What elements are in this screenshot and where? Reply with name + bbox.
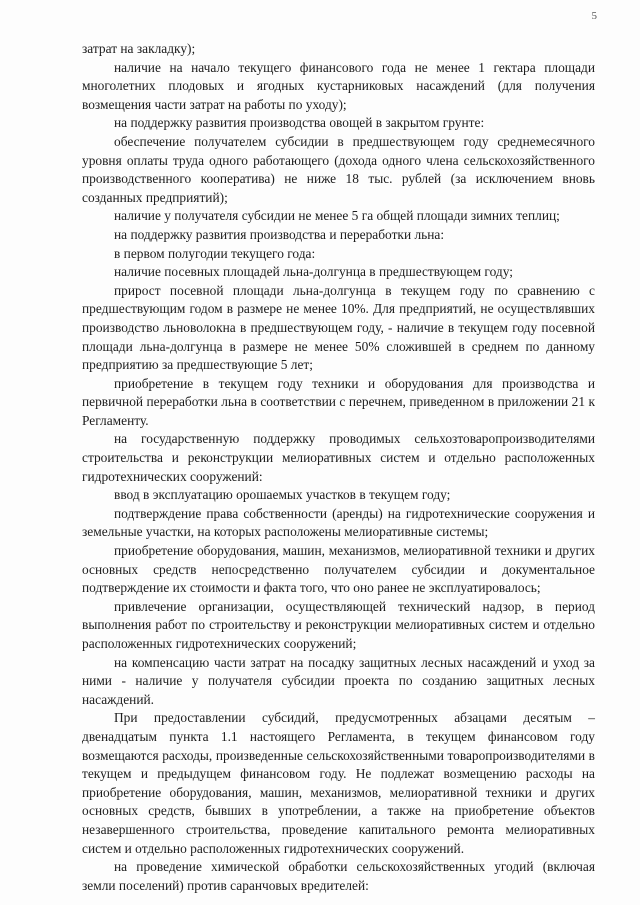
paragraph: на поддержку развития производства овощей в закрытом грунте: [114,115,485,131]
paragraph: приобретение оборудования, машин, механизмов, мелиоративной техники и других основных средств непосредственно получателем субсидии и документальное подтверждение их стоимости и факта того, что оно ранее не эксплуатировалось; [82,543,595,596]
paragraph: затрат на закладку); [82,41,196,56]
paragraph: наличие у получателя субсидии не менее 5 га общей площади зимних теплиц; [114,208,560,224]
paragraph: на проведение химической обработки сельскохозяйственных угодий (включая земли поселений) против саранчовых вредителей: [82,859,595,893]
paragraph: на государственную поддержку проводимых сельхозтоваропроизводителями строительства и реконструкции мелиоративных систем и отдельно расположенных гидротехнических сооружений: [82,431,595,484]
paragraph: приобретение в текущем году техники и оборудования для производства и первичной переработки льна в соответствии с перечнем, приведенном в приложении 21 к Регламенту. [82,375,595,428]
paragraph: в первом полугодии текущего года: [114,245,316,261]
page-number: 5 [591,10,597,22]
paragraph: наличие посевных площадей льна-долгунца в предшествующем году; [114,264,513,280]
paragraph: При предоставлении субсидий, предусмотренных абзацами десятым – двенадцатым пункта 1.1 настоящего Регламента, в текущем финансовом году возмещаются расходы, произведенные сельскохозяйственными товаропроизводителями в текущем и предыдущем финансовом году. Не подлежат возмещению расходы на приобретение оборудования, машин, механизмов, мелиоративной техники и других основных средств, бывших в употреблении, а также на приобретение объектов незавершенного строительства, проведение капитального ремонта мелиоративных систем и отдельно расположенных гидротехнических сооружений. [82,710,595,856]
paragraph: обеспечение получателем субсидии в предшествующем году среднемесячного уровня оплаты труда одного работающего (дохода одного члена сельскохозяйственного производственного кооператива) не ниже 18 тыс. рублей (за исключением вновь созданных предприятий); [82,133,595,205]
document-body [82,40,595,895]
paragraph: наличие на начало текущего финансового года не менее 1 гектара площади многолетних плодовых и ягодных кустарниковых насаждений (для получения возмещения части затрат на работы по уходу); [82,59,595,112]
paragraph: на компенсацию части затрат на посадку защитных лесных насаждений и уход за ними - наличие у получателя субсидии проекта по созданию защитных лесных насаждений. [82,654,595,707]
paragraph: привлечение организации, осуществляющей технический надзор, в период выполнения работ по строительству и реконструкции мелиоративных систем и отдельно расположенных гидротехнических сооружений; [82,598,595,651]
paragraph: прирост посевной площади льна-долгунца в текущем году по сравнению с предшествующим годом в размере не менее 10%. Для предприятий, не осуществлявших производство льноволокна в предшествующем году, - наличие в текущем году посевной площади льна-долгунца в размере не менее 50% сложившей в среднем по данному предприятию за предшествующие 5 лет; [82,282,595,373]
paragraph: ввод в эксплуатацию орошаемых участков в текущем году; [114,487,451,503]
paragraph: подтверждение права собственности (аренды) на гидротехнические сооружения и земельные участки, на которых расположены мелиоративные системы; [82,505,595,540]
paragraph: на поддержку развития производства и переработки льна: [114,226,445,242]
